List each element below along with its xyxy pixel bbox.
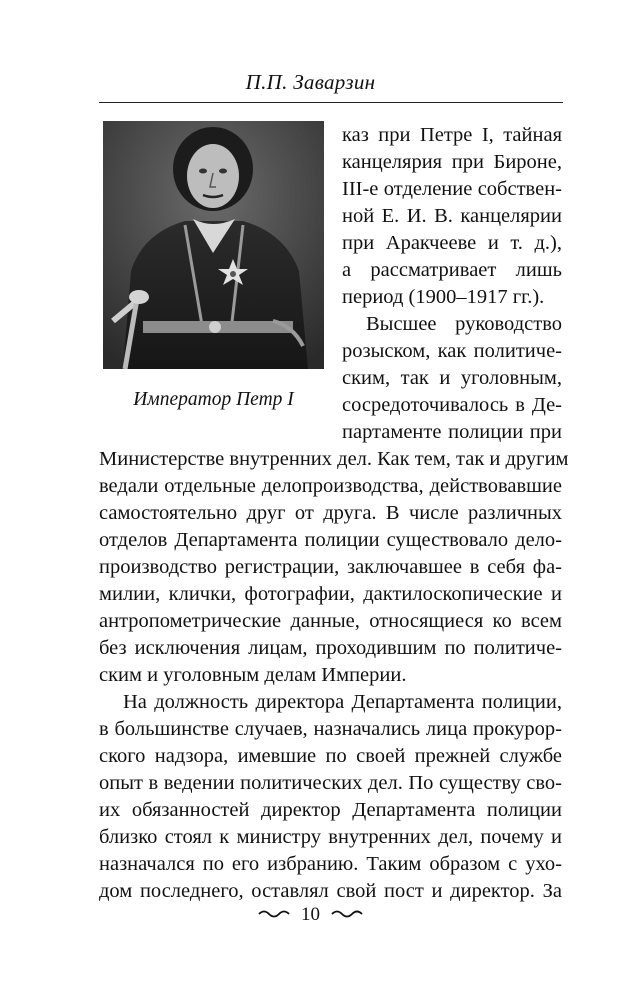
right-ornament-icon [329, 903, 363, 927]
text-line: На должность директора Департамента полиции, [123, 691, 562, 713]
text-line: опыт в ведении политических дел. По существу сво- [99, 772, 562, 794]
text-line: милии, клички, фотографии, дактилоскопические и [99, 583, 562, 605]
text-line: период (1900–1917 гг.). [342, 286, 545, 308]
running-header: П.П. Заварзин [245, 70, 376, 94]
text-line: ским и уголовным делам Империи. [99, 664, 407, 686]
text-line: дом последнего, оставлял свой пост и директор. За [99, 880, 562, 902]
text-line: сосредоточивалось в Де- [342, 394, 562, 416]
text-line: ским, так и уголовным, [342, 367, 562, 389]
text-line: Высшее руководство [366, 313, 562, 335]
text-line: канцелярия при Бироне, [342, 151, 562, 173]
page-number: 10 [301, 903, 320, 925]
text-line: III-е отделение собствен- [342, 178, 562, 200]
text-line: их обязанностей директор Департамента полиции [99, 799, 562, 821]
header-rule [99, 102, 563, 103]
text-line: каз при Петре I, тайная [342, 124, 562, 146]
text-line: близко стоял к министру внутренних дел, почему и [99, 826, 562, 848]
text-line: назначался по его избранию. Таким образом с ухо- [99, 853, 562, 875]
text-line: в большинстве случаев, назначались лица прокурор- [99, 718, 562, 740]
text-line: ского надзора, имевшие по своей прежней службе [99, 745, 562, 767]
portrait-image [103, 121, 324, 369]
text-line: розыском, как политиче- [342, 340, 562, 362]
page-footer [0, 902, 621, 927]
text-line: без исключения лицам, проходившим по политиче- [99, 637, 562, 659]
text-line: а рассматривает лишь [342, 259, 562, 281]
left-ornament-icon [258, 903, 292, 927]
text-line: антропометрические данные, относящиеся ко всем [99, 610, 562, 632]
text-line: партаменте полиции при [342, 421, 562, 443]
text-line: ведали отдельные делопроизводства, действовавшие [99, 475, 562, 497]
text-line: при Аракчееве и т. д.), [342, 232, 562, 254]
text-line: отделов Департамента полиции существовало дело- [99, 529, 562, 551]
text-line: производство регистрации, заключавшее в себя фа- [99, 556, 562, 578]
text-line: ной Е. И. В. канцелярии [342, 205, 562, 227]
text-line: Министерстве внутренних дел. Как тем, так и другим [99, 448, 569, 470]
portrait-caption: Император Петр I [133, 389, 294, 410]
text-line: самостоятельно друг от друга. В числе различных [99, 502, 562, 524]
